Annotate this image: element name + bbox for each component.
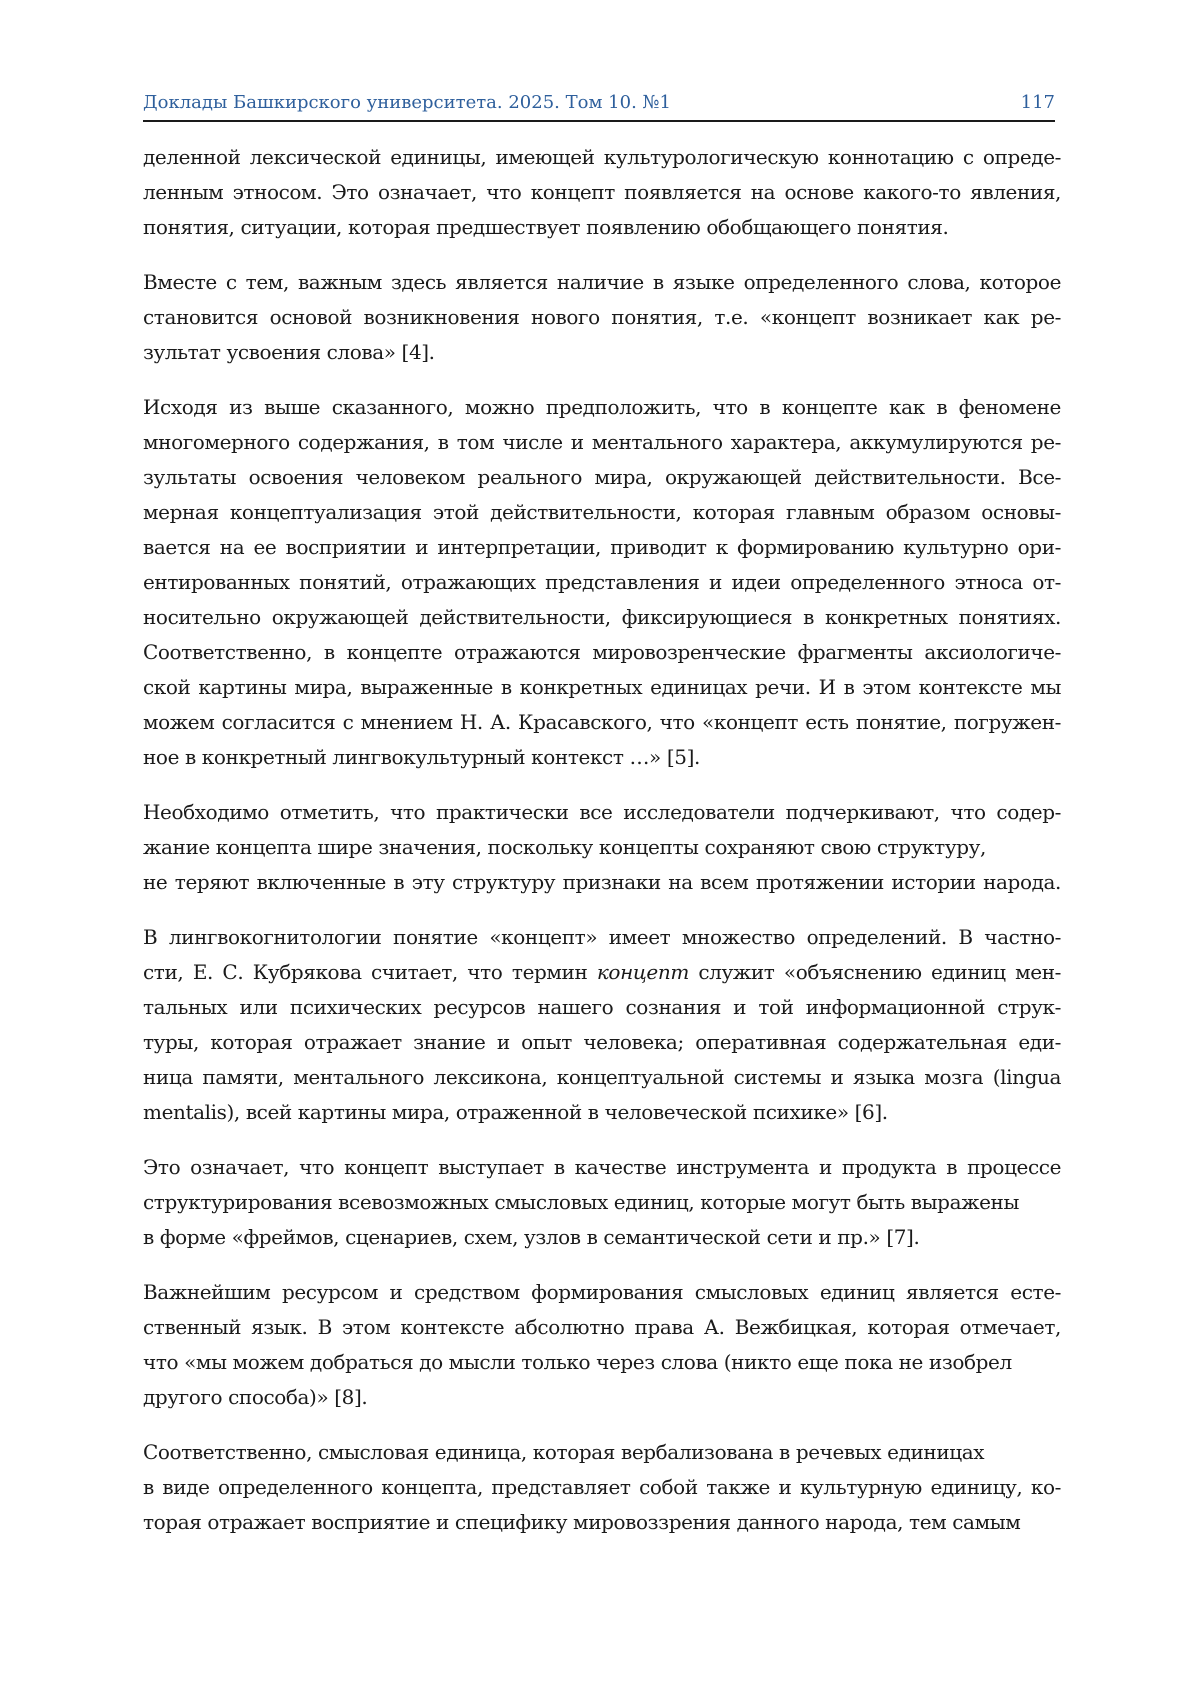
text-segment: служит «объяснению единиц мен- xyxy=(689,960,1061,984)
text-line: в виде определенного концепта, представляет собой также и культурную единицу, ко- xyxy=(143,1470,1061,1505)
text-line: Вместе с тем, важным здесь является наличие в языке определенного слова, которое xyxy=(143,265,1061,300)
text-line: Важнейшим ресурсом и средством формирования смысловых единиц является есте- xyxy=(143,1275,1061,1310)
text-line: структурирования всевозможных смысловых единиц, которые могут быть выражены xyxy=(143,1185,1061,1220)
italic-term: концепт xyxy=(597,960,689,984)
text-line: зультат усвоения слова» [4]. xyxy=(143,335,1061,370)
document-page xyxy=(0,0,1200,1697)
text-line: ской картины мира, выраженные в конкретных единицах речи. И в этом контексте мы xyxy=(143,670,1061,705)
text-line: жание концепта шире значения, поскольку концепты сохраняют свою структуру, xyxy=(143,830,1061,865)
running-header xyxy=(143,90,1055,122)
text-line: многомерного содержания, в том числе и ментального характера, аккумулируются ре- xyxy=(143,425,1061,460)
text-line: Соответственно, в концепте отражаются мировозренческие фрагменты аксиологиче- xyxy=(143,635,1061,670)
text-line: Соответственно, смысловая единица, которая вербализована в речевых единицах xyxy=(143,1435,1061,1470)
text-line: mentalis), всей картины мира, отраженной в человеческой психике» [6]. xyxy=(143,1095,1061,1130)
text-line: туры, которая отражает знание и опыт человека; оперативная содержательная еди- xyxy=(143,1025,1061,1060)
text-line: Это означает, что концепт выступает в качестве инструмента и продукта в процессе xyxy=(143,1150,1061,1185)
text-line: В лингвокогнитологии понятие «концепт» имеет множество определений. В частно- xyxy=(143,920,1061,955)
text-line: ственный язык. В этом контексте абсолютно права А. Вежбицкая, которая отмечает, xyxy=(143,1310,1061,1345)
article-body xyxy=(143,140,1061,1560)
text-line: Необходимо отметить, что практически все исследователи подчеркивают, что содер- xyxy=(143,795,1061,830)
text-line: вается на ее восприятии и интерпретации, приводит к формированию культурно ори- xyxy=(143,530,1061,565)
text-line: другого способа)» [8]. xyxy=(143,1380,1061,1415)
paragraph xyxy=(143,795,1061,900)
text-line xyxy=(143,955,1061,990)
text-line: мерная концептуализация этой действительности, которая главным образом основы- xyxy=(143,495,1061,530)
text-line: в форме «фреймов, сценариев, схем, узлов в семантической сети и пр.» [7]. xyxy=(143,1220,1061,1255)
text-line: зультаты освоения человеком реального мира, окружающей действительности. Все- xyxy=(143,460,1061,495)
text-line: можем согласится с мнением Н. А. Красавского, что «концепт есть понятие, погружен- xyxy=(143,705,1061,740)
text-line: что «мы можем добраться до мысли только через слова (никто еще пока не изобрел xyxy=(143,1345,1061,1380)
text-line: не теряют включенные в эту структуру признаки на всем протяжении истории народа. xyxy=(143,865,1061,900)
text-line: Исходя из выше сказанного, можно предположить, что в концепте как в феномене xyxy=(143,390,1061,425)
journal-title: Доклады Башкирского университета. 2025. Том 10. №1 xyxy=(143,92,671,113)
text-line: ентированных понятий, отражающих представления и идеи определенного этноса от- xyxy=(143,565,1061,600)
text-line: ленным этносом. Это означает, что концепт появляется на основе какого-то явления, xyxy=(143,175,1061,210)
paragraph xyxy=(143,1435,1061,1540)
text-line: деленной лексической единицы, имеющей культурологическую коннотацию с опреде- xyxy=(143,140,1061,175)
paragraph xyxy=(143,920,1061,1130)
paragraph xyxy=(143,390,1061,775)
paragraph xyxy=(143,265,1061,370)
page-number: 117 xyxy=(1021,92,1055,113)
text-line: торая отражает восприятие и специфику мировоззрения данного народа, тем самым xyxy=(143,1505,1061,1540)
text-line: тальных или психических ресурсов нашего сознания и той информационной струк- xyxy=(143,990,1061,1025)
text-line: носительно окружающей действительности, фиксирующиеся в конкретных понятиях. xyxy=(143,600,1061,635)
text-segment: сти, Е. С. Кубрякова считает, что термин xyxy=(143,960,597,984)
text-line: ное в конкретный лингвокультурный контекст …» [5]. xyxy=(143,740,1061,775)
paragraph xyxy=(143,1150,1061,1255)
text-line: понятия, ситуации, которая предшествует появлению обобщающего понятия. xyxy=(143,210,1061,245)
paragraph xyxy=(143,1275,1061,1415)
text-line: становится основой возникновения нового понятия, т.е. «концепт возникает как ре- xyxy=(143,300,1061,335)
paragraph xyxy=(143,140,1061,245)
text-line: ница памяти, ментального лексикона, концептуальной системы и языка мозга (lingua xyxy=(143,1060,1061,1095)
